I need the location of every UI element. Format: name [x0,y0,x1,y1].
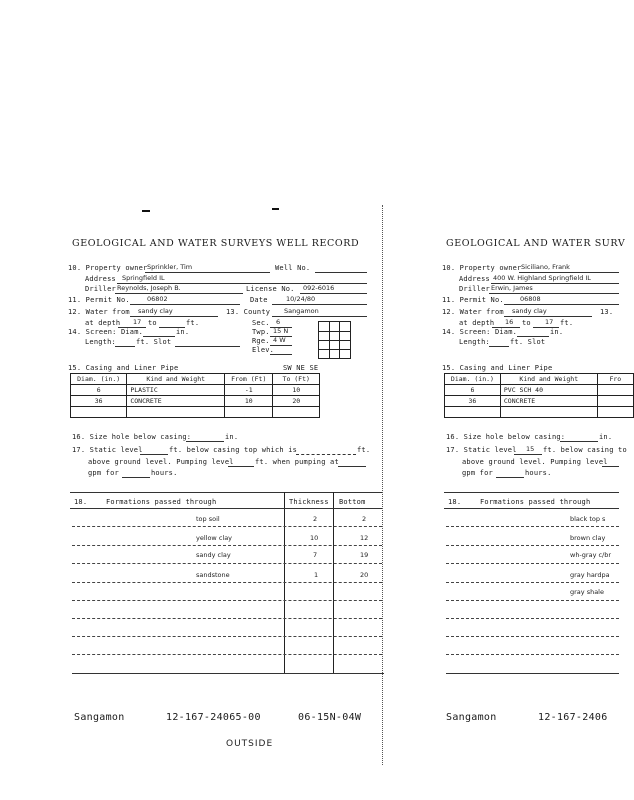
right-depth-unit: ft. [560,319,574,327]
left-elev-label: Elev. [252,346,275,354]
left-twp-value: 15 N [273,327,289,335]
left-bottom-header: Bottom [339,498,366,506]
left-casing-label: 15. Casing and Liner Pipe [68,364,179,372]
formation-name: gray hardpa [570,571,610,579]
left-county-value: Sangamon [284,307,319,315]
casing-col-diam: Diam. (in.) [71,374,127,385]
left-sec-label: Sec. [252,319,270,327]
casing-cell: CONCRETE [500,396,597,407]
casing-cell [127,407,225,418]
formation-thickness: 2 [313,515,318,523]
left-location: 06-15N-04W [298,712,362,723]
left-static-label: 17. Static level [72,446,143,454]
left-hours-label: hours. [151,469,178,477]
left-casing-table [70,373,320,418]
formation-name: yellow clay [196,534,233,542]
formation-thickness: 7 [313,551,318,559]
casing-col-diam: Diam. (in.) [445,374,501,385]
right-formations-title: Formations passed through [480,498,591,506]
left-owner-value: Sprinkler, Tim [147,263,193,271]
left-water-label: 12. Water from [68,308,130,316]
formation-thickness: 10 [310,534,319,542]
casing-header-row [445,374,634,385]
left-county-label: 13. County [226,308,271,316]
right-api-number: 12-167-2406 [538,712,608,723]
casing-cell [500,407,597,418]
table-row [445,396,634,407]
right-owner-label: 10. Property owner [442,264,522,272]
table-row [71,385,320,396]
right-driller-label: Driller [459,285,490,293]
left-permit-value: 06802 [147,295,168,303]
right-permit-value: 06808 [520,295,541,303]
casing-cell: PLASTIC [127,385,225,396]
right-static-value: 15 [526,445,535,453]
formation-bottom: 20 [360,571,369,579]
right-hole-unit: in. [599,433,613,441]
formation-thickness: 1 [314,571,319,579]
casing-col-from: From (Ft) [225,374,273,385]
left-screen-label: 14. Screen: Diam. [68,328,144,336]
right-screen-in: in. [550,328,564,336]
casing-cell: 10 [225,396,273,407]
casing-cell: CONCRETE [127,396,225,407]
left-owner-label: 10. Property owner [68,264,148,272]
right-static-label: 17. Static level [446,446,517,454]
right-permit-label: 11. Permit No. [442,296,504,304]
left-screen-in: in. [176,328,190,336]
left-depth-unit: ft. [186,319,200,327]
left-sec-value: 6 [276,318,281,326]
right-driller-value: Erwin, James [491,284,533,292]
table-row [71,407,320,418]
casing-cell: 6 [71,385,127,396]
left-api-number: 12-167-24065-00 [166,712,261,723]
scan-mark [272,208,279,210]
right-static-below: ft. below casing to [543,446,627,454]
casing-cell: 36 [445,396,501,407]
left-address-label: Address [85,275,116,283]
left-depth-from: 17 [133,318,142,326]
right-water-value: sandy clay [512,307,547,315]
left-license-value: 092-6016 [303,284,335,292]
right-screen-label: 14. Screen: Diam. [442,328,518,336]
casing-col-kind: Kind and Weight [500,374,597,385]
left-title: GEOLOGICAL AND WATER SURVEYS WELL RECORD [72,238,360,249]
formation-name: sandstone [196,571,230,579]
left-date-value: 10/24/80 [286,295,316,303]
formation-name: gray shale [570,588,604,596]
formation-name: top soil [196,515,220,523]
left-license-label: License No. [246,285,295,293]
left-length-label: Length: [85,338,116,346]
left-formations-num: 18. [74,498,88,506]
casing-cell: PVC SCH 40 [500,385,597,396]
casing-col-kind: Kind and Weight [127,374,225,385]
left-driller-value: Reynolds, Joseph B. [117,284,181,292]
table-row [445,407,634,418]
left-gpm-label: gpm for [88,469,119,477]
right-hours-label: hours. [525,469,552,477]
casing-header-row [71,374,320,385]
left-rge-value: 4 W [273,336,286,344]
left-well-no-label: Well No. [275,264,311,272]
left-thickness-header: Thickness [289,498,329,506]
section-grid [318,321,351,359]
casing-col-to: To (Ft) [273,374,320,385]
left-formations-title: Formations passed through [106,498,217,506]
left-depth-to-label: to [148,319,157,327]
formation-name: brown clay [570,534,606,542]
left-hole-label: 16. Size hole below casing: [72,433,192,441]
casing-cell [597,407,633,418]
left-slot-label: ft. Slot [136,338,172,346]
left-depth-label: at depth [85,319,121,327]
casing-col-from: Fro [597,374,633,385]
casing-cell [445,407,501,418]
right-hole-label: 16. Size hole below casing: [446,433,566,441]
table-row [71,396,320,407]
right-casing-label: 15. Casing and Liner Pipe [442,364,553,372]
left-twp-label: Twp. [252,328,270,336]
right-pumping-label: above ground level. Pumping level [462,458,608,466]
casing-cell [597,385,633,396]
right-county-label: 13. [600,308,614,316]
left-pumping-when: ft. when pumping at [255,458,339,466]
casing-cell: -1 [225,385,273,396]
casing-cell: 10 [273,385,320,396]
formation-name: black top s [570,515,606,523]
right-depth-to-label: to [522,319,531,327]
left-rge-label: Rge. [252,337,270,345]
left-static-below: ft. below casing top which is [169,446,298,454]
right-title: GEOLOGICAL AND WATER SURV [446,238,626,249]
right-owner-value: Siciliano, Frank [521,263,570,271]
right-length-label: Length: [459,338,490,346]
casing-cell [273,407,320,418]
left-address-value: Springfield IL [122,274,165,282]
right-gpm-label: gpm for [462,469,493,477]
right-address-label: Address [459,275,490,283]
right-casing-table [444,373,634,418]
formation-name: wh-gray c/br [570,551,612,559]
right-address-value: 400 W. Highland Springfield IL [493,274,591,282]
left-static-ft: ft. [357,446,371,454]
casing-cell [225,407,273,418]
page-divider [382,205,383,765]
formation-bottom: 2 [362,515,367,523]
right-formations-num: 18. [448,498,462,506]
left-county-bottom: Sangamon [74,712,125,723]
casing-cell: 6 [445,385,501,396]
casing-cell [597,396,633,407]
right-slot-label: ft. Slot [510,338,546,346]
right-county-bottom: Sangamon [446,712,497,723]
left-pumping-label: above ground level. Pumping level [88,458,234,466]
left-permit-label: 11. Permit No. [68,296,130,304]
casing-cell: 36 [71,396,127,407]
right-water-label: 12. Water from [442,308,504,316]
left-hole-unit: in. [225,433,239,441]
left-water-value: sandy clay [138,307,173,315]
left-date-label: Date [250,296,268,304]
scan-mark [142,210,150,212]
left-outside-note: OUTSIDE [226,739,274,749]
left-driller-label: Driller [85,285,116,293]
casing-cell [71,407,127,418]
formation-bottom: 12 [360,534,369,542]
right-depth-from: 16 [505,318,514,326]
left-quad-label: SW NE SE [283,364,319,372]
right-depth-to: 17 [545,318,554,326]
formation-name: sandy clay [196,551,231,559]
table-row [445,385,634,396]
right-depth-label: at depth [459,319,495,327]
formation-bottom: 19 [360,551,369,559]
casing-cell: 20 [273,396,320,407]
